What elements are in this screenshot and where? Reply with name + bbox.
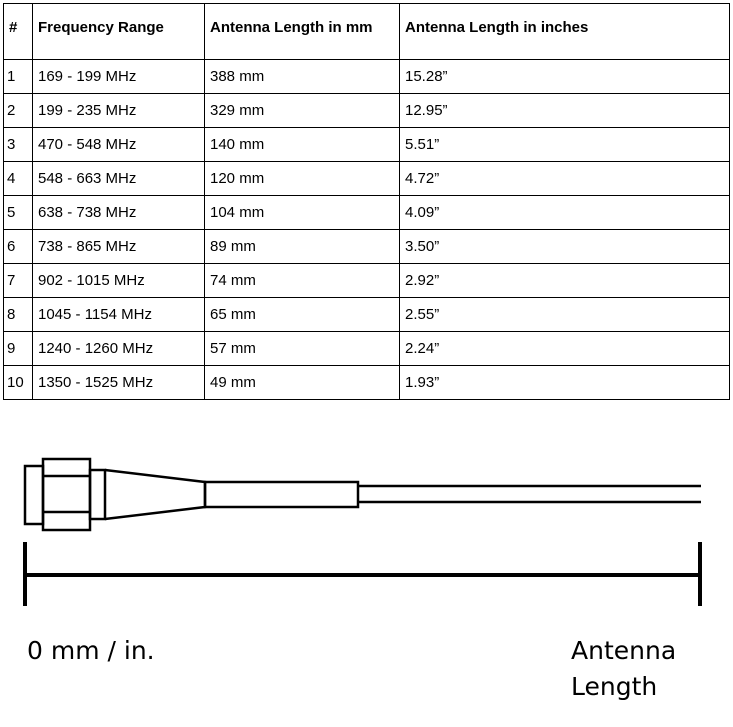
row-number: 5: [4, 196, 33, 230]
table-row: [4, 230, 730, 264]
length-mm-cell: 104 mm: [205, 196, 400, 230]
table-row: [4, 366, 730, 400]
header-frequency-range: Frequency Range: [33, 4, 205, 60]
row-number: 9: [4, 332, 33, 366]
header-length-mm: Antenna Length in mm: [205, 4, 400, 60]
antenna-length-table: [3, 3, 730, 400]
row-number: 2: [4, 94, 33, 128]
frequency-range-cell: 1240 - 1260 MHz: [33, 332, 205, 366]
table-row: [4, 298, 730, 332]
length-inches-cell: 1.93”: [400, 366, 730, 400]
header-length-inches: Antenna Length in inches: [400, 4, 730, 60]
table-row: [4, 264, 730, 298]
antenna-length-label: [571, 633, 731, 705]
table-row: [4, 60, 730, 94]
length-mm-cell: 49 mm: [205, 366, 400, 400]
frequency-range-cell: 470 - 548 MHz: [33, 128, 205, 162]
antenna-sleeve: [205, 482, 358, 507]
length-mm-cell: 89 mm: [205, 230, 400, 264]
length-mm-cell: 388 mm: [205, 60, 400, 94]
antenna-wire: [358, 486, 701, 502]
row-number: 4: [4, 162, 33, 196]
frequency-range-cell: 902 - 1015 MHz: [33, 264, 205, 298]
length-mm-cell: 74 mm: [205, 264, 400, 298]
table-row: [4, 196, 730, 230]
frequency-range-cell: 548 - 663 MHz: [33, 162, 205, 196]
row-number: 10: [4, 366, 33, 400]
table-header-row: [4, 4, 730, 60]
antenna-tapered-boot: [105, 470, 205, 519]
antenna-length-label-line1: Antenna: [571, 636, 677, 665]
table-row: [4, 128, 730, 162]
length-inches-cell: 4.09”: [400, 196, 730, 230]
header-number: #: [4, 4, 33, 60]
length-inches-cell: 2.24”: [400, 332, 730, 366]
antenna-diagram: [0, 440, 733, 615]
frequency-range-cell: 638 - 738 MHz: [33, 196, 205, 230]
length-inches-cell: 15.28”: [400, 60, 730, 94]
length-mm-cell: 329 mm: [205, 94, 400, 128]
frequency-range-cell: 738 - 865 MHz: [33, 230, 205, 264]
frequency-range-cell: 199 - 235 MHz: [33, 94, 205, 128]
sma-connector-icon: [25, 459, 105, 530]
length-inches-cell: 4.72”: [400, 162, 730, 196]
row-number: 1: [4, 60, 33, 94]
length-inches-cell: 2.92”: [400, 264, 730, 298]
length-mm-cell: 65 mm: [205, 298, 400, 332]
length-inches-cell: 2.55”: [400, 298, 730, 332]
frequency-range-cell: 169 - 199 MHz: [33, 60, 205, 94]
zero-length-label: 0 mm / in.: [27, 636, 155, 665]
table-row: [4, 332, 730, 366]
row-number: 6: [4, 230, 33, 264]
length-mm-cell: 140 mm: [205, 128, 400, 162]
frequency-range-cell: 1350 - 1525 MHz: [33, 366, 205, 400]
row-number: 7: [4, 264, 33, 298]
antenna-length-label-line2: Length: [571, 672, 658, 701]
table-row: [4, 94, 730, 128]
length-mm-cell: 57 mm: [205, 332, 400, 366]
table-row: [4, 162, 730, 196]
row-number: 8: [4, 298, 33, 332]
length-inches-cell: 3.50”: [400, 230, 730, 264]
length-inches-cell: 12.95”: [400, 94, 730, 128]
frequency-range-cell: 1045 - 1154 MHz: [33, 298, 205, 332]
row-number: 3: [4, 128, 33, 162]
length-dimension-line: [25, 542, 700, 606]
length-inches-cell: 5.51”: [400, 128, 730, 162]
length-mm-cell: 120 mm: [205, 162, 400, 196]
